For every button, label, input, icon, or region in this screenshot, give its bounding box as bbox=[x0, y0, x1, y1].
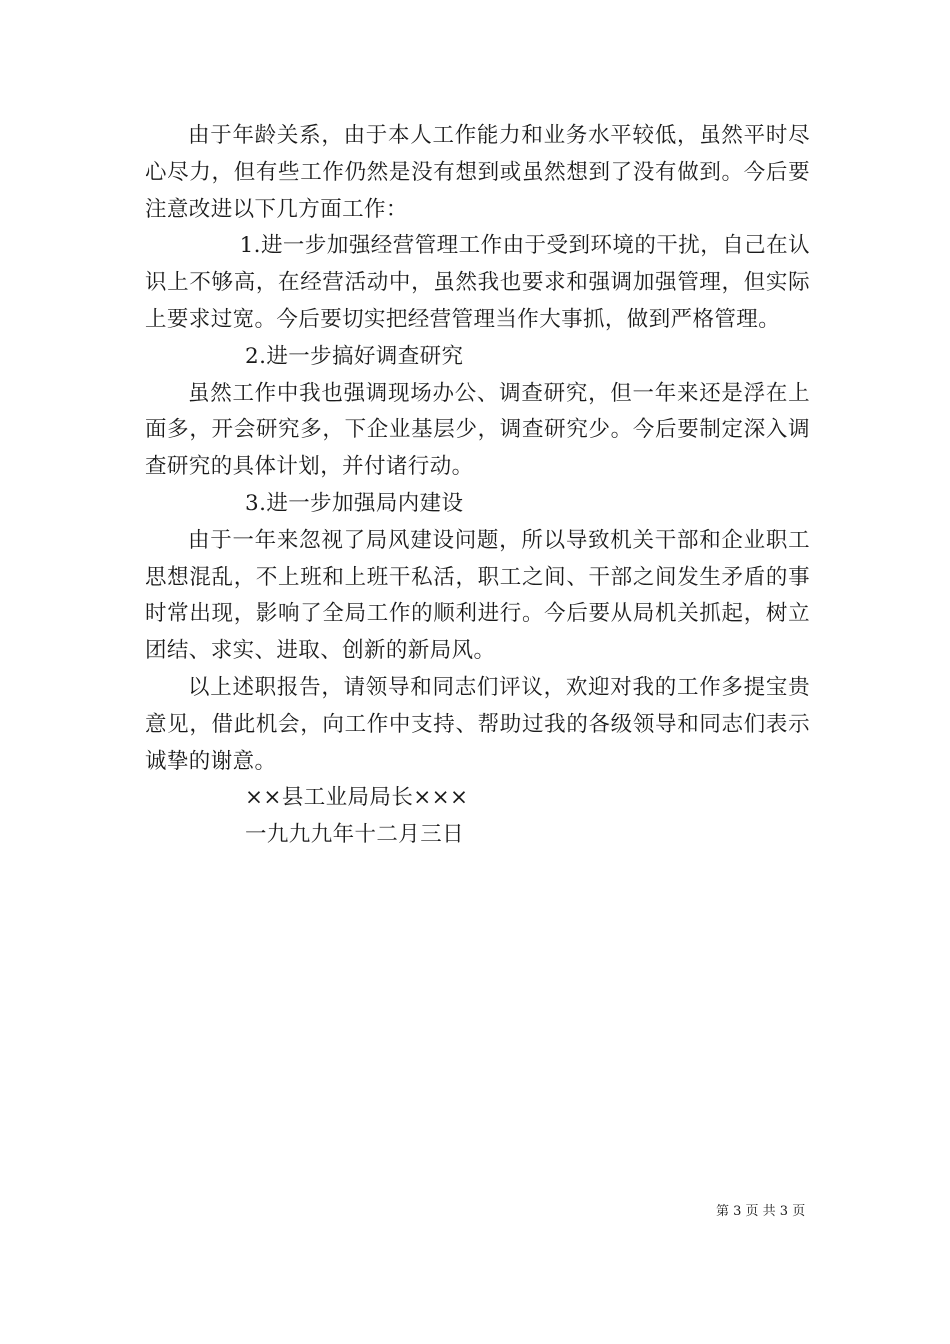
signature-line: ××县工业局局长××× bbox=[245, 785, 469, 811]
page-number-footer: 第 3 页 共 3 页 bbox=[716, 1204, 806, 1219]
heading-item-3: 3.进一步加强局内建设 bbox=[245, 490, 464, 516]
date-line: 一九九九年十二月三日 bbox=[245, 822, 465, 848]
document-body bbox=[145, 118, 810, 854]
paragraph-item-1: 1.进一步加强经营管理工作由于受到环境的干扰，自己在认识上不够高，在经营活动中，虽然我也要求和强调加强管理，但实际上要求过宽。今后要切实把经营管理当作大事抓，做到严格管理。 bbox=[145, 233, 810, 332]
paragraph-item-2-body: 虽然工作中我也强调现场办公、调查研究，但一年来还是浮在上面多，开会研究多，下企业基层少，调查研究少。今后要制定深入调查研究的具体计划，并付诸行动。 bbox=[145, 380, 810, 480]
paragraph-item-3-body: 由于一年来忽视了局风建设问题，所以导致机关干部和企业职工思想混乱，不上班和上班干私活，职工之间、干部之间发生矛盾的事时常出现，影响了全局工作的顺利进行。今后要从局机关抓起，树立团结、求实、进取、创新的新局风。 bbox=[145, 527, 810, 664]
heading-item-2: 2.进一步搞好调查研究 bbox=[245, 343, 464, 369]
paragraph-closing: 以上述职报告，请领导和同志们评议，欢迎对我的工作多提宝贵意见，借此机会，向工作中支持、帮助过我的各级领导和同志们表示诚挚的谢意。 bbox=[145, 674, 810, 774]
paragraph-intro: 由于年龄关系，由于本人工作能力和业务水平较低，虽然平时尽心尽力，但有些工作仍然是没有想到或虽然想到了没有做到。今后要注意改进以下几方面工作： bbox=[145, 123, 810, 222]
